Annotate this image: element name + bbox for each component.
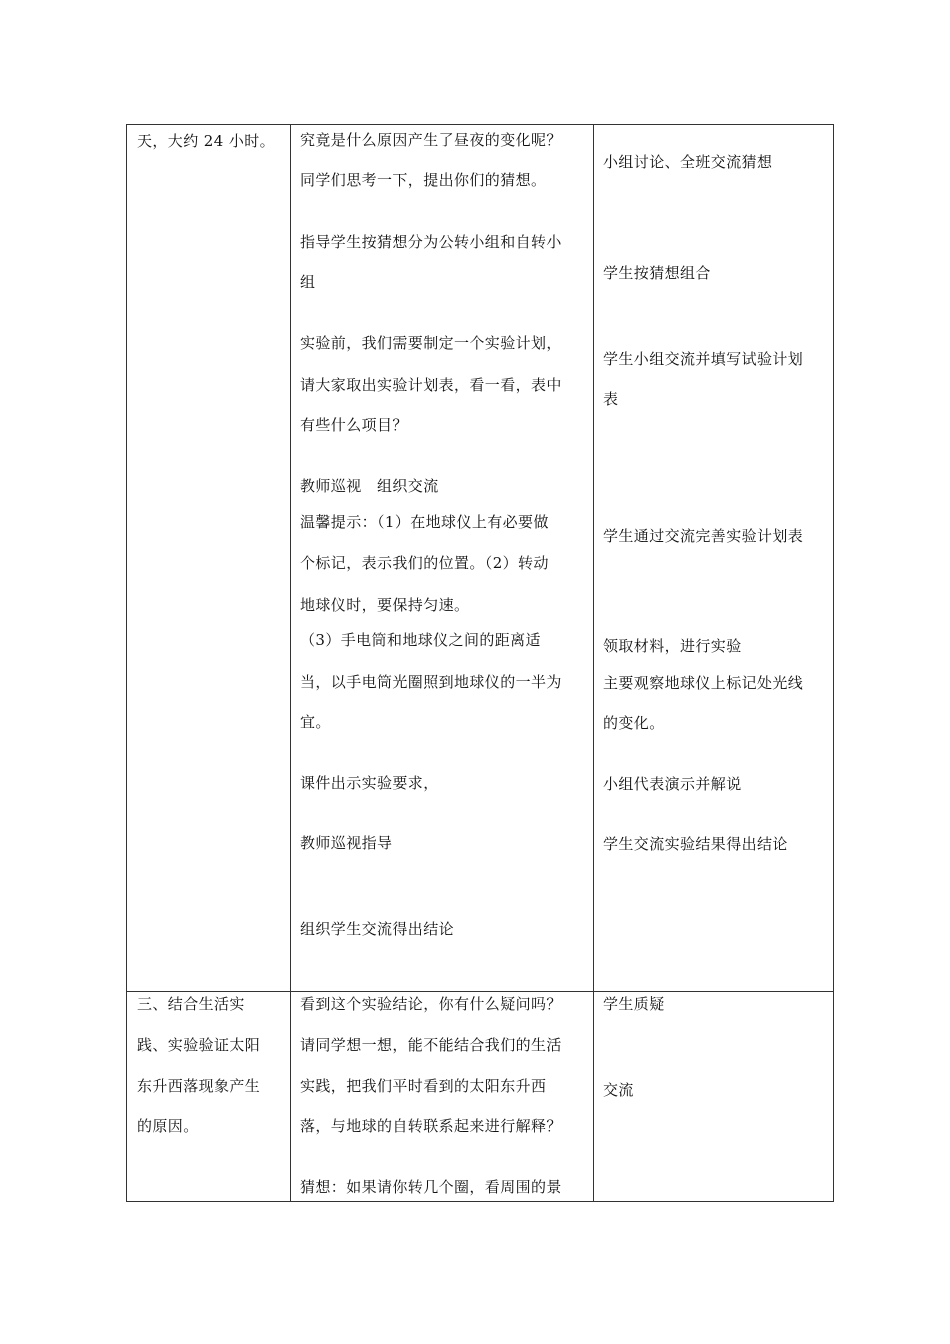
cell-text: 学生质疑 bbox=[603, 995, 665, 1013]
cell-text: 学生小组交流并填写试验计划 bbox=[603, 350, 804, 368]
table-cell-teacher-activity bbox=[291, 992, 594, 1202]
cell-text: 东升西落现象产生 bbox=[137, 1077, 261, 1095]
cell-text: 当，以手电筒光圈照到地球仪的一半为 bbox=[300, 673, 562, 691]
cell-text: 同学们思考一下，提出你们的猜想。 bbox=[300, 171, 547, 189]
cell-text: 宜。 bbox=[300, 713, 331, 731]
cell-text: 践、实验验证太阳 bbox=[137, 1036, 261, 1054]
cell-text: 天，大约 24 小时。 bbox=[137, 132, 276, 150]
cell-text: 交流 bbox=[603, 1081, 634, 1099]
table-cell-stage bbox=[127, 125, 291, 992]
cell-text: 温馨提示：（1）在地球仪上有必要做 bbox=[300, 513, 549, 531]
cell-text: 课件出示实验要求， bbox=[300, 774, 439, 792]
cell-text: 三、结合生活实 bbox=[137, 995, 245, 1013]
cell-text: 教师巡视指导 bbox=[300, 834, 393, 852]
lesson-plan-table bbox=[126, 124, 834, 1202]
cell-text: 究竟是什么原因产生了昼夜的变化呢？ bbox=[300, 131, 562, 149]
cell-text: 学生按猜想组合 bbox=[603, 264, 711, 282]
table-cell-student-activity bbox=[594, 992, 834, 1202]
cell-text: 实践，把我们平时看到的太阳东升西 bbox=[300, 1077, 547, 1095]
cell-text: 小组讨论、全班交流猜想 bbox=[603, 153, 773, 171]
cell-text: 有些什么项目？ bbox=[300, 416, 408, 434]
table-cell-teacher-activity bbox=[291, 125, 594, 992]
table-cell-student-activity bbox=[594, 125, 834, 992]
table-row bbox=[127, 125, 834, 992]
table-row bbox=[127, 992, 834, 1202]
cell-text: 猜想：如果请你转几个圈，看周围的景 bbox=[300, 1178, 562, 1196]
cell-text: 教师巡视 组织交流 bbox=[300, 477, 439, 495]
cell-text: 学生通过交流完善实验计划表 bbox=[603, 527, 804, 545]
table-cell-stage bbox=[127, 992, 291, 1202]
cell-text: 个标记，表示我们的位置。（2）转动 bbox=[300, 554, 549, 572]
cell-text: 领取材料，进行实验 bbox=[603, 637, 742, 655]
cell-text: 指导学生按猜想分为公转小组和自转小 bbox=[300, 233, 562, 251]
cell-text: 学生交流实验结果得出结论 bbox=[603, 835, 788, 853]
cell-text: 看到这个实验结论，你有什么疑问吗？ bbox=[300, 995, 562, 1013]
cell-text: 表 bbox=[603, 390, 619, 408]
cell-text: （3）手电筒和地球仪之间的距离适 bbox=[300, 631, 541, 649]
cell-text: 主要观察地球仪上标记处光线 bbox=[603, 674, 804, 692]
cell-text: 组织学生交流得出结论 bbox=[300, 920, 455, 938]
cell-text: 小组代表演示并解说 bbox=[603, 775, 742, 793]
cell-text: 请同学想一想，能不能结合我们的生活 bbox=[300, 1036, 562, 1054]
cell-text: 落，与地球的自转联系起来进行解释？ bbox=[300, 1117, 562, 1135]
cell-text: 地球仪时，要保持匀速。 bbox=[300, 596, 470, 614]
cell-text: 实验前，我们需要制定一个实验计划， bbox=[300, 334, 562, 352]
cell-text: 组 bbox=[300, 273, 316, 291]
cell-text: 的原因。 bbox=[137, 1117, 199, 1135]
cell-text: 请大家取出实验计划表，看一看，表中 bbox=[300, 376, 562, 394]
cell-text: 的变化。 bbox=[603, 714, 665, 732]
